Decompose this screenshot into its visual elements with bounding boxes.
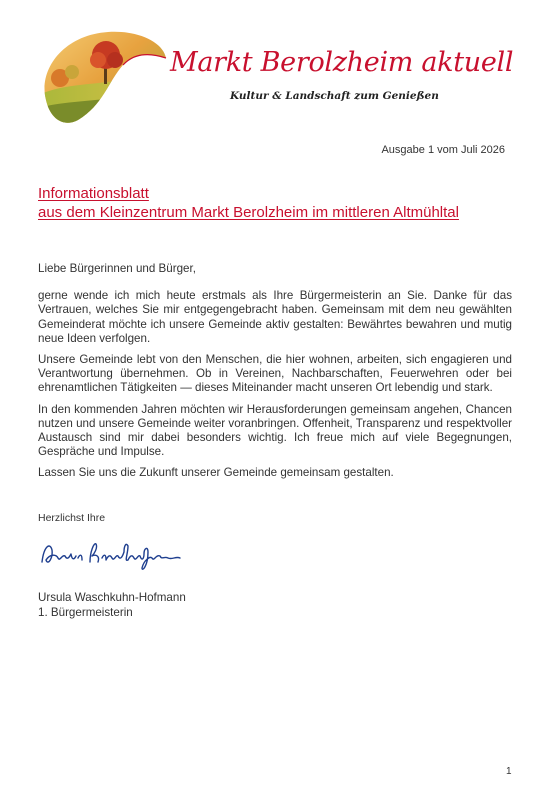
newsletter-title: Markt Berolzheim aktuell bbox=[170, 47, 514, 78]
page-number: 1 bbox=[506, 766, 512, 777]
page-heading bbox=[38, 184, 459, 222]
heading-line-1: Informationsblatt bbox=[38, 185, 149, 202]
paragraph: Lassen Sie uns die Zukunft unserer Gemeinde gemeinsam gestalten. bbox=[38, 466, 394, 480]
signer-name: Ursula Waschkuhn-Hofmann bbox=[38, 591, 186, 604]
signer-block bbox=[38, 590, 186, 620]
autumn-landscape-logo bbox=[38, 20, 168, 130]
signer-role: 1. Bürgermeisterin bbox=[38, 606, 133, 619]
handwritten-signature bbox=[38, 532, 198, 576]
letter-body bbox=[38, 262, 512, 488]
issue-date: Ausgabe 1 vom Juli 2026 bbox=[381, 144, 505, 156]
greeting: Liebe Bürgerinnen und Bürger, bbox=[38, 262, 196, 275]
closing-phrase: Herzlichst Ihre bbox=[38, 512, 106, 524]
paragraph: gerne wende ich mich heute erstmals als Ihre Bürgermeisterin an Sie. Danke für das Vertrauen, welches Sie mir entgegengebracht haben. Gemeinsam mit dem neu gewählten Gemeinderat möchte ich unsere Gemeinde aktiv gestalten: Bewährtes bewahren und mutig neue Ideen verfolgen. bbox=[38, 289, 512, 345]
paragraph: Unsere Gemeinde lebt von den Menschen, die hier wohnen, arbeiten, sich engagieren und Verantwortung übernehmen. Ob in Vereinen, Nachbarschaften, Feuerwehren oder bei ehrenamtlichen Tätigkeiten — dieses Miteinander macht unseren Ort lebendig und stark. bbox=[38, 353, 512, 395]
heading-line-2: aus dem Kleinzentrum Markt Berolzheim im mittleren Altmühltal bbox=[38, 204, 459, 221]
paragraph: In den kommenden Jahren möchten wir Herausforderungen gemeinsam angehen, Chancen nutzen und unsere Gemeinde weiter voranbringen. Offenheit, Transparenz und respektvoller Austausch sind mir dabei besonders wichtig. Ich freue mich auf viele Begegnungen, Gespräche und Impulse. bbox=[38, 402, 512, 459]
newsletter-subtitle: Kultur & Landschaft zum Genießen bbox=[230, 90, 439, 102]
